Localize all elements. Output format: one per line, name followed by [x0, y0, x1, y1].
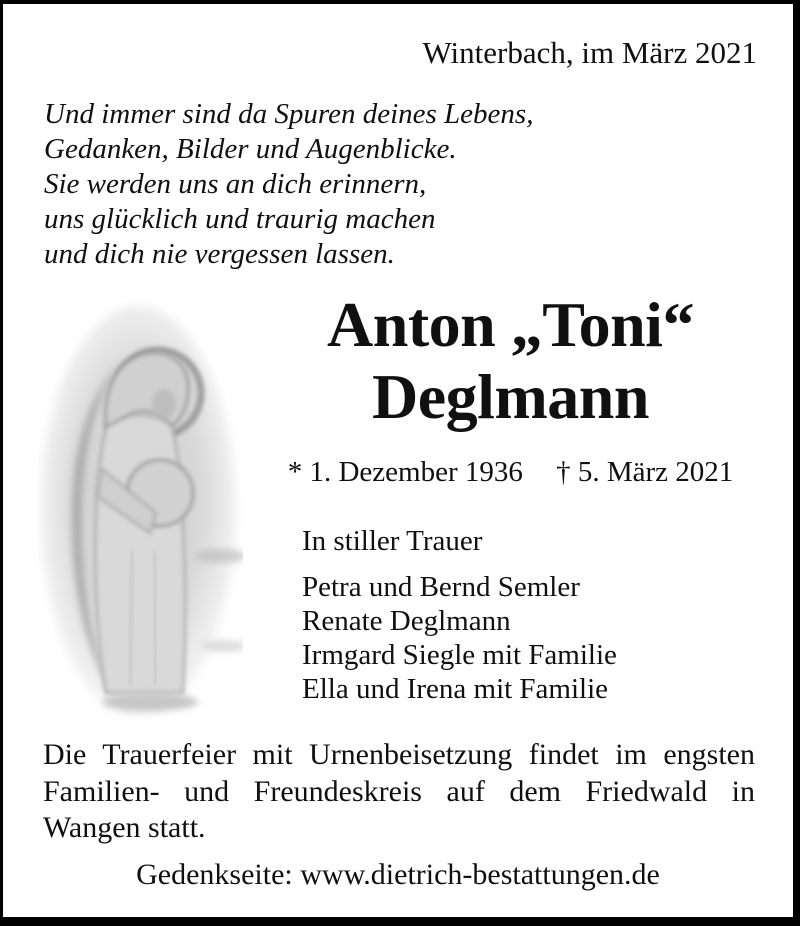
death-date: † 5. März 2021 — [556, 456, 734, 488]
madonna-relief-image — [38, 301, 243, 723]
deceased-name-line-2: Deglmann — [372, 361, 649, 432]
life-dates — [253, 455, 768, 490]
mourner: Irmgard Siegle mit Familie — [302, 639, 617, 671]
poem-line: Sie werden uns an dich erinnern, — [44, 168, 427, 200]
mourner: Renate Deglmann — [302, 605, 511, 637]
dateline: Winterbach, im März 2021 — [422, 35, 757, 70]
poem-line: uns glücklich und traurig machen — [44, 203, 436, 235]
mourning-section — [302, 524, 617, 706]
mourner: Petra und Bernd Semler — [302, 571, 580, 603]
deceased-name — [253, 289, 768, 433]
deceased-name-line-1: Anton „Toni“ — [327, 289, 694, 360]
birth-date: * 1. Dezember 1936 — [287, 456, 523, 488]
poem-line: und dich nie vergessen lassen. — [44, 238, 395, 270]
memorial-page-label: Gedenkseite: — [136, 858, 293, 891]
memorial-poem — [44, 97, 533, 272]
memorial-page-line — [3, 857, 793, 892]
poem-line: Und immer sind da Spuren deines Lebens, — [44, 98, 534, 130]
funeral-information: Die Trauerfeier mit Urnenbeisetzung findet im engsten Familien- und Freundeskreis auf dem Friedwald in Wangen statt. — [43, 738, 755, 844]
mourning-intro: In stiller Trauer — [302, 525, 483, 557]
mourner-list — [302, 570, 617, 706]
memorial-page-url: www.dietrich-bestattungen.de — [300, 858, 660, 891]
poem-line: Gedanken, Bilder und Augenblicke. — [44, 133, 457, 165]
mourner: Ella und Irena mit Familie — [302, 673, 609, 705]
